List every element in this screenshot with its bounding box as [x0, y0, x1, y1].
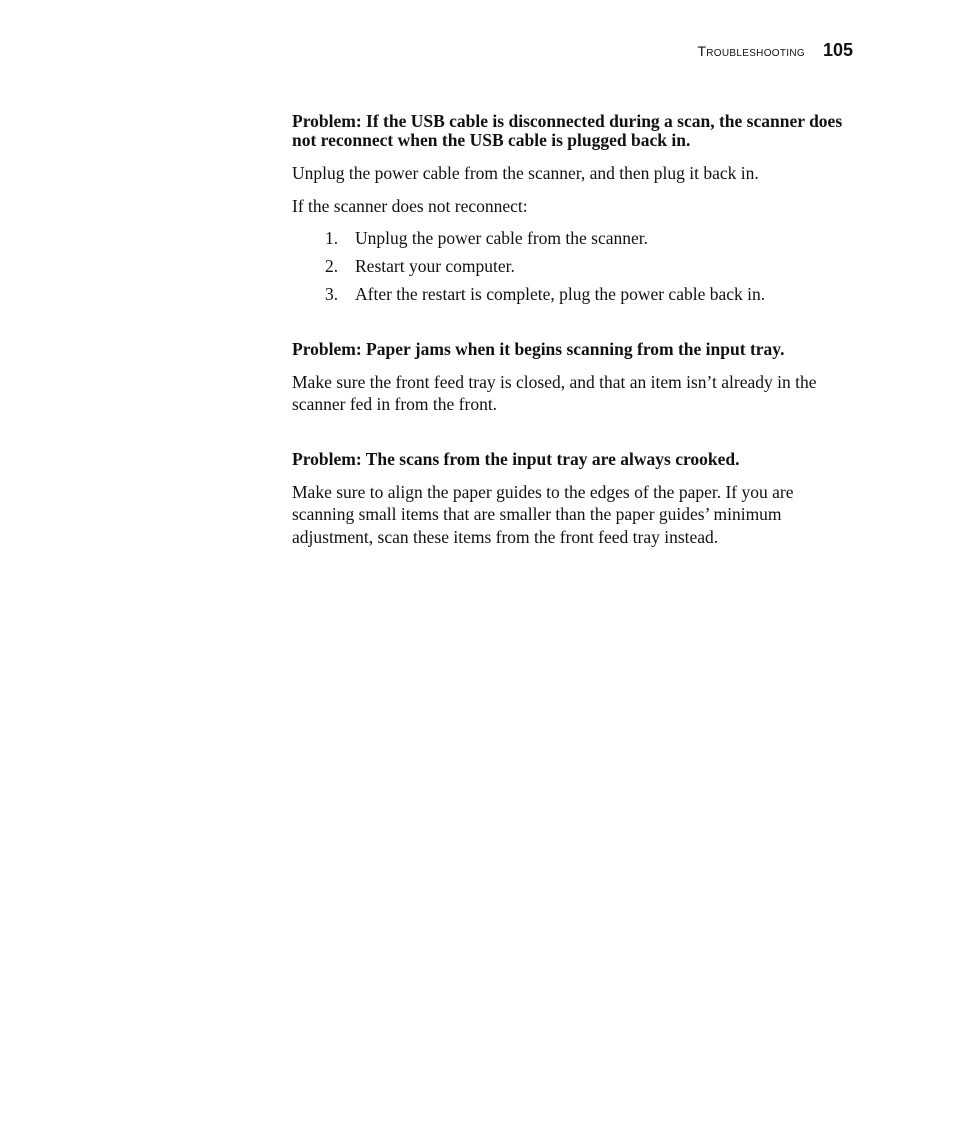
problem-usb-disconnect	[292, 112, 857, 306]
list-item	[292, 227, 857, 250]
running-head: Troubleshooting	[697, 43, 805, 59]
steps-list	[292, 227, 857, 306]
solution-paragraph: Make sure the front feed tray is closed, and that an item isn’t already in the scanner fed in from the front.	[292, 371, 817, 414]
problem-heading: Problem: The scans from the input tray are always crooked.	[292, 448, 740, 469]
step-text: Unplug the power cable from the scanner.	[355, 228, 649, 248]
page-header	[697, 40, 853, 61]
problem-heading: Problem: Paper jams when it begins scanning from the input tray.	[292, 338, 785, 359]
problem-heading: Problem: If the USB cable is disconnected during a scan, the scanner does not reconnect when the USB cable is plugged back in.	[292, 111, 843, 150]
step-number: 1.	[325, 228, 339, 248]
solution-paragraph: Unplug the power cable from the scanner, and then plug it back in.	[292, 163, 759, 183]
step-text: After the restart is complete, plug the power cable back in.	[355, 284, 766, 304]
page-content	[292, 112, 857, 582]
step-text: Restart your computer.	[355, 256, 515, 276]
solution-paragraph: Make sure to align the paper guides to the edges of the paper. If you are scanning small items that are smaller than the paper guides’ minimum adjustment, scan these items from the front feed tray instead.	[292, 481, 794, 547]
page-number: 105	[822, 40, 853, 60]
list-item	[292, 283, 857, 306]
solution-paragraph: If the scanner does not reconnect:	[292, 195, 528, 216]
step-number: 2.	[325, 256, 339, 276]
problem-crooked-scans	[292, 450, 857, 549]
step-number: 3.	[325, 284, 339, 304]
list-item	[292, 255, 857, 278]
problem-paper-jam	[292, 340, 857, 416]
